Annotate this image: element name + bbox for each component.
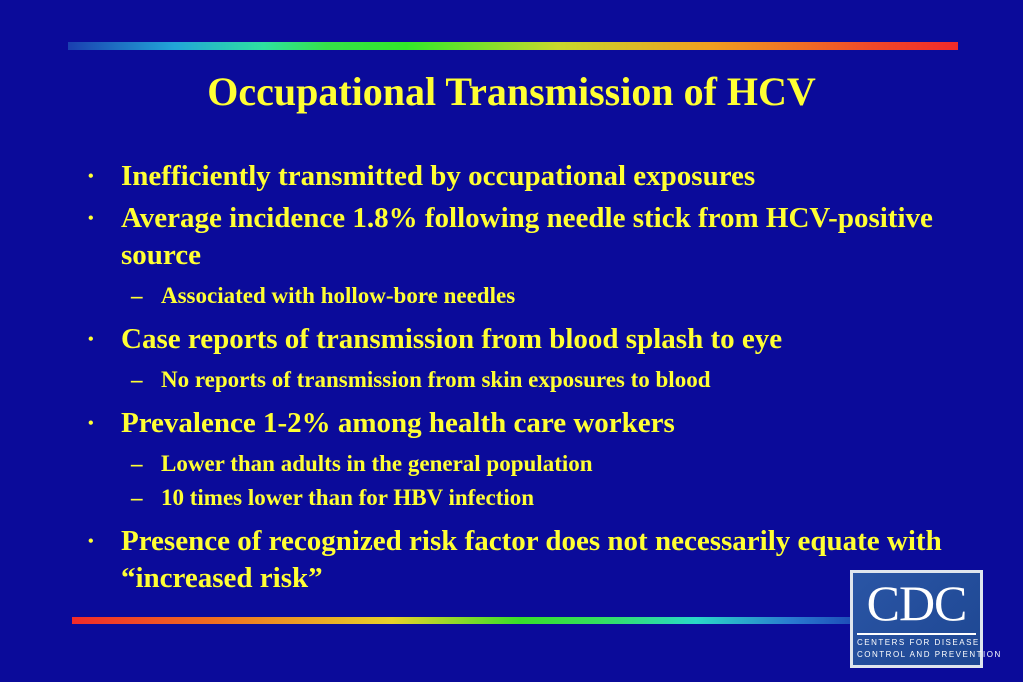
sub-bullet-dash-icon: – — [131, 367, 143, 392]
cdc-logo-rule — [857, 633, 976, 635]
bullet-item — [86, 321, 966, 358]
top-gradient-rule — [68, 42, 958, 50]
bullet-text: Average incidence 1.8% following needle stick from HCV-positive source — [121, 202, 933, 271]
cdc-logo-letters: CDC — [866, 575, 967, 631]
bottom-gradient-rule — [72, 617, 872, 624]
bullet-text: Inefficiently transmitted by occupational exposures — [121, 160, 756, 192]
slide-title: Occupational Transmission of HCV — [207, 69, 816, 114]
sub-bullet-dash-icon: – — [131, 451, 143, 476]
bullet-dot-icon: • — [88, 168, 94, 185]
bullet-text: Case reports of transmission from blood splash to eye — [121, 323, 783, 355]
sub-bullet-text: Lower than adults in the general population — [161, 451, 593, 476]
sub-bullet-dash-icon: – — [131, 485, 143, 510]
sub-bullet-dash-icon: – — [131, 283, 143, 308]
sub-bullet-item — [86, 447, 966, 481]
sub-bullet-item — [86, 481, 966, 515]
bullet-dot-icon: • — [88, 533, 94, 550]
sub-bullet-text: 10 times lower than for HBV infection — [161, 485, 535, 510]
sub-bullet-text: Associated with hollow-bore needles — [161, 283, 516, 308]
bullet-item — [86, 405, 966, 442]
sub-bullet-item — [86, 363, 966, 397]
cdc-logo-line2: CONTROL AND PREVENTION — [857, 650, 1002, 659]
sub-bullet-item — [86, 279, 966, 313]
cdc-logo-line1: CENTERS FOR DISEASE — [857, 638, 980, 647]
bullet-dot-icon: • — [88, 331, 94, 348]
bullet-dot-icon: • — [88, 415, 94, 432]
bullet-item — [86, 200, 966, 274]
cdc-logo-panel — [853, 573, 1002, 665]
bullet-item — [86, 158, 966, 195]
bullet-text: Presence of recognized risk factor does not necessarily equate with “increased risk” — [121, 525, 942, 594]
bullet-list — [86, 158, 966, 602]
cdc-logo — [850, 570, 1002, 668]
bullet-item — [86, 523, 966, 597]
bullet-dot-icon: • — [88, 210, 94, 227]
bullet-text: Prevalence 1-2% among health care workers — [121, 407, 675, 439]
sub-bullet-text: No reports of transmission from skin exposures to blood — [161, 367, 711, 392]
